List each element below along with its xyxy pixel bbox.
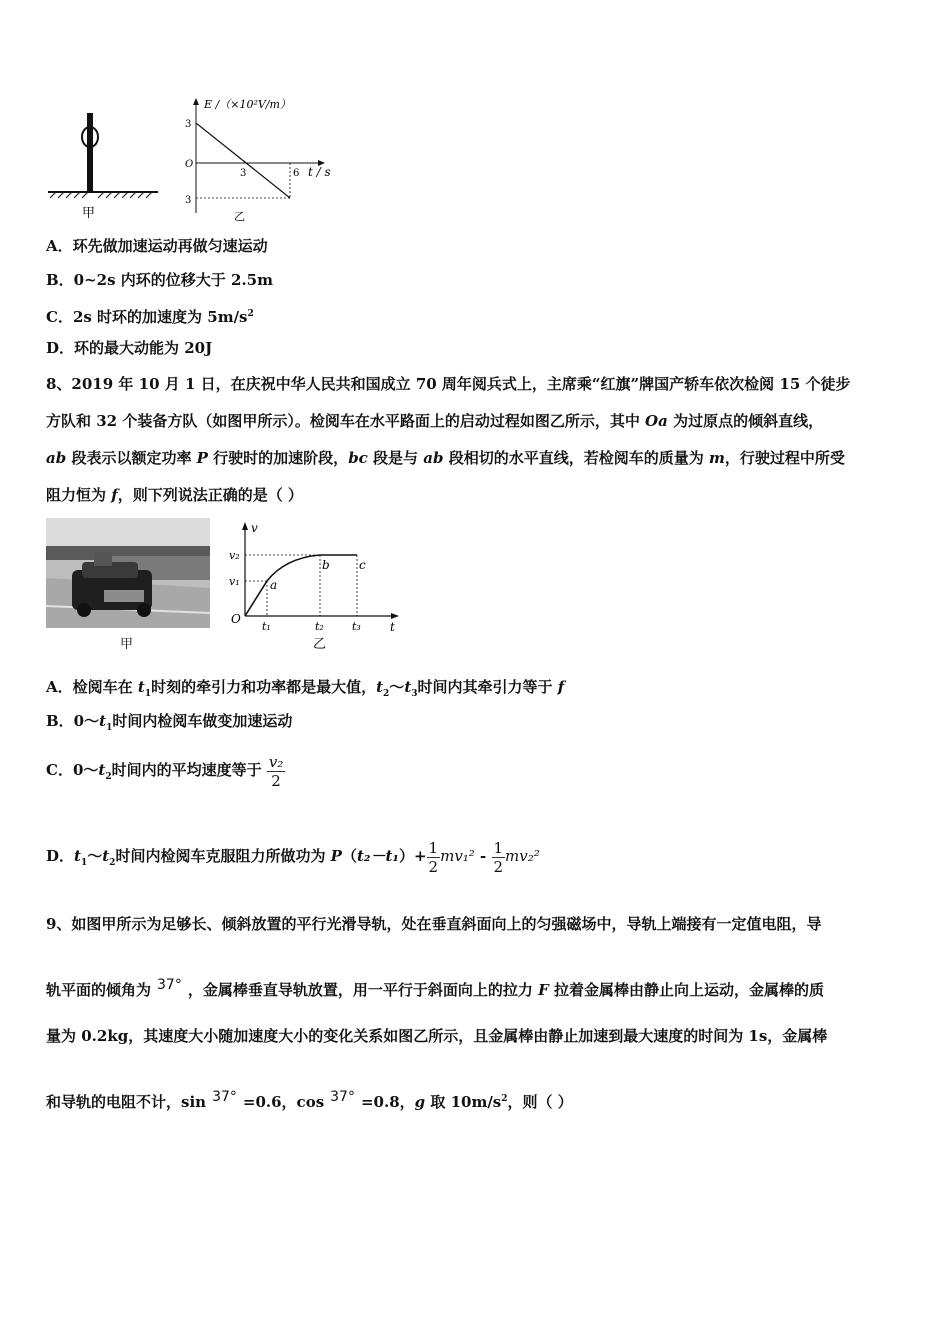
q7-option-b: B．0~2s 内环的位移大于 2.5m	[46, 271, 273, 289]
q8-d-half-1-num: 1	[428, 838, 439, 857]
q8-d-half-2	[492, 839, 506, 876]
q9-line-4-c: =0.8，	[360, 1093, 415, 1111]
y-axis-arrow	[193, 98, 199, 105]
q8-option-a	[46, 677, 564, 704]
t-axis-arrow	[391, 613, 399, 619]
t1-label: t₁	[262, 620, 271, 633]
q8-line-3-e: ，行驶过程中所受	[724, 449, 845, 467]
q8-m: m	[708, 449, 725, 467]
q8-line-3-a: 段表示以额定功率	[66, 449, 197, 467]
q8-a-f: f	[557, 678, 565, 696]
field-line	[196, 123, 290, 198]
q8-bc: bc	[348, 449, 368, 467]
q8-d-t2: t	[102, 847, 110, 865]
q9-line-2-b: ，金属棒垂直导轨放置，用一平行于斜面向上的拉力	[187, 981, 539, 999]
q8-d-t1-sub: 1	[80, 858, 88, 868]
q8-a-t3-sub: 3	[411, 689, 418, 699]
q7-option-a: A．环先做加速运动再做匀速运动	[46, 237, 268, 255]
point-c: c	[359, 558, 366, 572]
fig1-left-caption: 甲	[82, 206, 96, 221]
t2-label: t₂	[315, 620, 324, 633]
y-axis-label: E /（×10²V/m）	[204, 98, 291, 111]
q8-option-b	[46, 711, 292, 738]
q9-angle-sin: 37°	[212, 1089, 237, 1105]
q9-line-2-c: 拉着金属棒由静止向上运动，金属棒的质	[548, 981, 824, 999]
q8-line-2	[46, 411, 823, 431]
q8-c-fraction	[267, 753, 286, 790]
y-tick-bottom: 3	[185, 195, 192, 206]
q8-a-t3: t	[404, 678, 412, 696]
fig1-right-caption: 乙	[234, 210, 245, 223]
q8-d-half-1	[427, 839, 441, 876]
q8-a-1: A．检阅车在	[46, 678, 138, 696]
q8-c-1: C．0～	[46, 761, 99, 779]
q9-g: g	[414, 1093, 426, 1111]
q8-option-c	[46, 750, 285, 797]
y-tick-top: 3	[185, 119, 192, 130]
q8-P: P	[196, 449, 208, 467]
ground-hatch	[48, 192, 158, 198]
q8-d-P: P	[330, 847, 342, 865]
vt-graph	[225, 518, 405, 653]
fig2-right-caption: 乙	[313, 637, 327, 652]
figure-ring-and-field-graph	[40, 95, 350, 225]
q8-c-num: v₂	[268, 752, 284, 771]
q7-option-c	[46, 304, 254, 327]
q8-line-3	[46, 448, 845, 468]
q8-c-den: 2	[271, 771, 281, 790]
vt-curve	[245, 555, 357, 616]
q8-line-2-b: 为过原点的倾斜直线，	[667, 412, 824, 430]
q7-option-d: D．环的最大动能为 20J	[46, 339, 213, 357]
q8-b-t: t	[99, 712, 107, 730]
q8-d-minus: -	[474, 847, 492, 865]
q8-line-3-b: 行驶时的加速阶段，	[207, 449, 349, 467]
parade-car-photo	[46, 518, 210, 628]
q8-d-mv1: mv₁²	[440, 847, 475, 865]
q9-line-3: 量为 0.2kg，其速度大小随加速度大小的变化关系如图乙所示，且金属棒由静止加速到最大速度的时间为 1s，金属棒	[46, 1027, 828, 1045]
x-axis-label: t / s	[308, 165, 331, 179]
t-axis-label: t	[390, 620, 395, 634]
q8-b-2: 时间内检阅车做变加速运动	[112, 712, 293, 730]
v1-label: v₁	[229, 575, 240, 588]
origin-label: O	[185, 159, 194, 170]
fig2-left-caption: 甲	[120, 637, 134, 652]
q8-line-1: 8、2019 年 10 月 1 日，在庆祝中华人民共和国成立 70 周年阅兵式上，主席乘“红旗”牌国产轿车依次检阅 15 个徒步	[46, 375, 851, 393]
q8-a-2: 时刻的牵引力和功率都是最大值，	[151, 678, 377, 696]
q8-d-half-1-den: 2	[428, 857, 439, 876]
q8-line-3-c: 段是与	[367, 449, 424, 467]
q9-line-4-b: =0.6，cos	[242, 1093, 325, 1111]
q8-a-t2: t	[376, 678, 384, 696]
q9-angle-cos: 37°	[330, 1089, 355, 1105]
q8-d-half-2-den: 2	[493, 857, 504, 876]
q8-b-t-sub: 1	[106, 723, 113, 733]
point-b: b	[322, 558, 330, 572]
vt-origin: O	[231, 612, 241, 626]
q9-F: F	[538, 981, 549, 999]
q8-d-3: 时间内检阅车克服阻力所做功为	[115, 847, 331, 865]
q9-line-4-e: ，则（ ）	[507, 1093, 573, 1111]
q9-angle: 37°	[157, 977, 182, 993]
q8-d-2: ～	[87, 847, 103, 865]
q7-option-c-sup: 2	[247, 309, 254, 319]
q8-a-t2-sub: 2	[383, 689, 390, 699]
q9-line-2-a: 轨平面的倾角为	[46, 981, 152, 999]
q8-d-1: D．	[46, 847, 75, 865]
q8-option-d	[46, 836, 540, 883]
q9-line-4	[46, 1080, 573, 1119]
q8-d-4: （	[341, 847, 357, 865]
q8-line-4	[46, 485, 303, 505]
q8-d-half-2-num: 1	[493, 838, 504, 857]
q8-d-t2-sub: 2	[109, 858, 116, 868]
vertical-rod	[87, 113, 93, 193]
q8-d-t-diff: t₂－t₁	[356, 847, 399, 865]
point-a: a	[270, 578, 278, 592]
q8-line-4-a: 阻力恒为	[46, 486, 112, 504]
q9-line-4-d: 取 10m/s	[425, 1093, 502, 1111]
q8-d-t1: t	[74, 847, 81, 865]
q8-a-3: ～	[389, 678, 405, 696]
t3-label: t₃	[352, 620, 361, 633]
v-axis-label: v	[251, 521, 258, 535]
q8-line-2-a: 方队和 32 个装备方队（如图甲所示）。检阅车在水平路面上的启动过程如图乙所示，其中	[46, 412, 646, 430]
q8-d-5: ）+	[398, 847, 427, 865]
v-axis-arrow	[242, 522, 248, 530]
q8-b-1: B．0～	[46, 712, 100, 730]
q8-a-t1: t	[137, 678, 145, 696]
q9-line-4-a: 和导轨的电阻不计，sin	[46, 1093, 207, 1111]
v2-label: v₂	[229, 549, 240, 562]
q8-f: f	[111, 486, 118, 504]
q8-c-t-sub: 2	[105, 772, 112, 782]
q8-a-4: 时间内其牵引力等于	[417, 678, 558, 696]
q8-oa: Oa	[645, 412, 668, 430]
q8-ab: ab	[46, 449, 67, 467]
x-tick-end: 6	[293, 168, 300, 179]
q9-line-4-sup: 2	[501, 1094, 508, 1104]
q8-ab-2: ab	[423, 449, 444, 467]
q8-c-t: t	[98, 761, 106, 779]
q8-line-3-d: 段相切的水平直线，若检阅车的质量为	[443, 449, 709, 467]
q9-line-1: 9、如图甲所示为足够长、倾斜放置的平行光滑导轨，处在垂直斜面向上的匀强磁场中，导轨上端接有一定值电阻，导	[46, 915, 822, 933]
q8-d-mv2: mv₂²	[505, 847, 540, 865]
q7-option-c-text: C．2s 时环的加速度为 5m/s	[46, 308, 248, 326]
q8-a-t1-sub: 1	[144, 689, 152, 699]
x-tick-mid: 3	[240, 168, 247, 179]
q8-c-2: 时间内的平均速度等于	[111, 761, 267, 779]
q9-line-2	[46, 968, 824, 1007]
q8-line-4-b: ，则下列说法正确的是（ ）	[117, 486, 303, 504]
